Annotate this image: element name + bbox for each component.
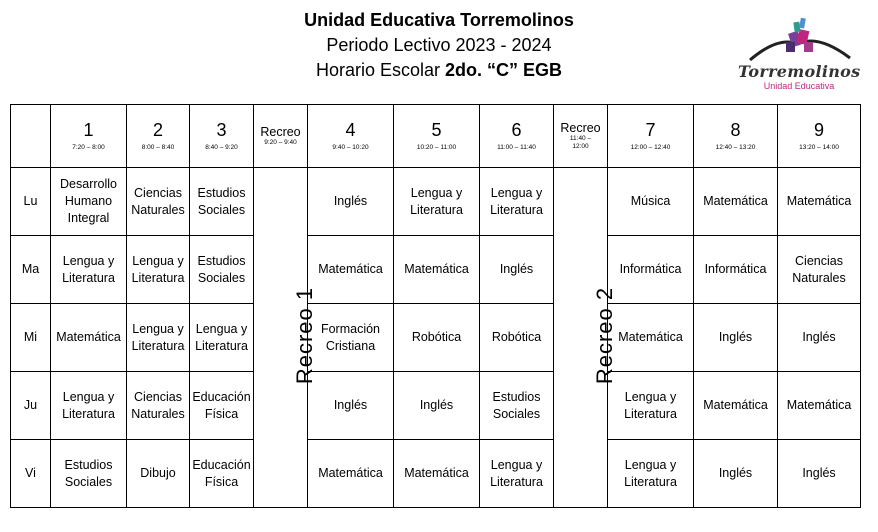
column-header: 4 9:40 – 10:20 xyxy=(308,105,394,168)
subject-cell: Desarrollo Humano Integral xyxy=(51,168,127,236)
subject-cell: Lengua y Literatura xyxy=(51,236,127,304)
subject-cell: Robótica xyxy=(394,304,480,372)
day-label: Ma xyxy=(11,236,51,304)
table-row xyxy=(11,236,861,304)
subject-cell: Matemática xyxy=(778,168,861,236)
subject-cell: Lengua y Literatura xyxy=(480,168,554,236)
subject-cell: Matemática xyxy=(608,304,694,372)
subject-cell: Robótica xyxy=(480,304,554,372)
recreo-1-block xyxy=(254,168,318,508)
subject-cell: Matemática xyxy=(394,440,480,508)
recreo-2-label: Recreo 2 xyxy=(592,286,618,385)
table-row xyxy=(11,372,861,440)
table-row xyxy=(11,168,861,236)
subject-cell: Inglés xyxy=(694,304,778,372)
recreo-1-label: Recreo 1 xyxy=(292,286,318,385)
subject-cell: Matemática xyxy=(778,372,861,440)
subject-cell: Inglés xyxy=(308,372,394,440)
subject-cell: Inglés xyxy=(778,440,861,508)
column-header: 6 11:00 – 11:40 xyxy=(480,105,554,168)
column-header: 9 13:20 – 14:00 xyxy=(778,105,861,168)
subject-cell: Lengua y Literatura xyxy=(394,168,480,236)
day-label: Lu xyxy=(11,168,51,236)
subject-cell: Lengua y Literatura xyxy=(608,440,694,508)
subject-cell: Lengua y Literatura xyxy=(608,372,694,440)
column-header: 3 8:40 – 9:20 xyxy=(190,105,254,168)
subject-cell: Inglés xyxy=(480,236,554,304)
school-name: Unidad Educativa Torremolinos xyxy=(304,10,574,30)
subject-cell: Estudios Sociales xyxy=(480,372,554,440)
table-row xyxy=(11,440,861,508)
day-label: Vi xyxy=(11,440,51,508)
column-header: 5 10:20 – 11:00 xyxy=(394,105,480,168)
schedule-prefix: Horario Escolar xyxy=(315,60,446,80)
subject-cell: Estudios Sociales xyxy=(51,440,127,508)
subject-cell: Educación Física xyxy=(190,440,254,508)
header-row xyxy=(11,105,861,168)
subject-cell: Inglés xyxy=(694,440,778,508)
subject-cell: Matemática xyxy=(308,236,394,304)
recreo-2-block xyxy=(554,168,618,508)
column-header: 1 7:20 – 8:00 xyxy=(51,105,127,168)
school-logo xyxy=(738,14,860,94)
subject-cell: Lengua y Literatura xyxy=(51,372,127,440)
subject-cell: Formación Cristiana xyxy=(308,304,394,372)
tower-logo-icon xyxy=(738,14,860,64)
subject-cell: Matemática xyxy=(308,440,394,508)
subject-cell: Matemática xyxy=(51,304,127,372)
recreo-header: Recreo 9:20 – 9:40 xyxy=(254,105,308,168)
subject-cell: Informática xyxy=(608,236,694,304)
subject-cell: Estudios Sociales xyxy=(190,236,254,304)
school-period: Periodo Lectivo 2023 - 2024 xyxy=(326,35,552,55)
subject-cell: Lengua y Literatura xyxy=(127,236,190,304)
subject-cell: Música xyxy=(608,168,694,236)
subject-cell: Lengua y Literatura xyxy=(190,304,254,372)
recreo-header: Recreo 11:40 – 12:00 xyxy=(554,105,608,168)
schedule-grade: 2do. “C” EGB xyxy=(445,60,563,80)
subject-cell: Lengua y Literatura xyxy=(127,304,190,372)
subject-cell: Inglés xyxy=(308,168,394,236)
subject-cell: Ciencias Naturales xyxy=(778,236,861,304)
logo-name: Torremolinos xyxy=(738,62,861,81)
subject-cell: Matemática xyxy=(694,372,778,440)
subject-cell: Informática xyxy=(694,236,778,304)
column-header: 7 12:00 – 12:40 xyxy=(608,105,694,168)
subject-cell: Matemática xyxy=(694,168,778,236)
day-label: Mi xyxy=(11,304,51,372)
corner-cell xyxy=(11,105,51,168)
subject-cell: Inglés xyxy=(394,372,480,440)
subject-cell: Ciencias Naturales xyxy=(127,372,190,440)
schedule-table xyxy=(10,104,861,508)
subject-cell: Educación Física xyxy=(190,372,254,440)
subject-cell: Lengua y Literatura xyxy=(480,440,554,508)
subject-cell: Inglés xyxy=(778,304,861,372)
subject-cell: Estudios Sociales xyxy=(190,168,254,236)
column-header: 8 12:40 – 13:20 xyxy=(694,105,778,168)
logo-subtitle: Unidad Educativa xyxy=(763,81,835,91)
column-header: 2 8:00 – 8:40 xyxy=(127,105,190,168)
subject-cell: Matemática xyxy=(394,236,480,304)
subject-cell: Ciencias Naturales xyxy=(127,168,190,236)
table-row xyxy=(11,304,861,372)
subject-cell: Dibujo xyxy=(127,440,190,508)
day-label: Ju xyxy=(11,372,51,440)
